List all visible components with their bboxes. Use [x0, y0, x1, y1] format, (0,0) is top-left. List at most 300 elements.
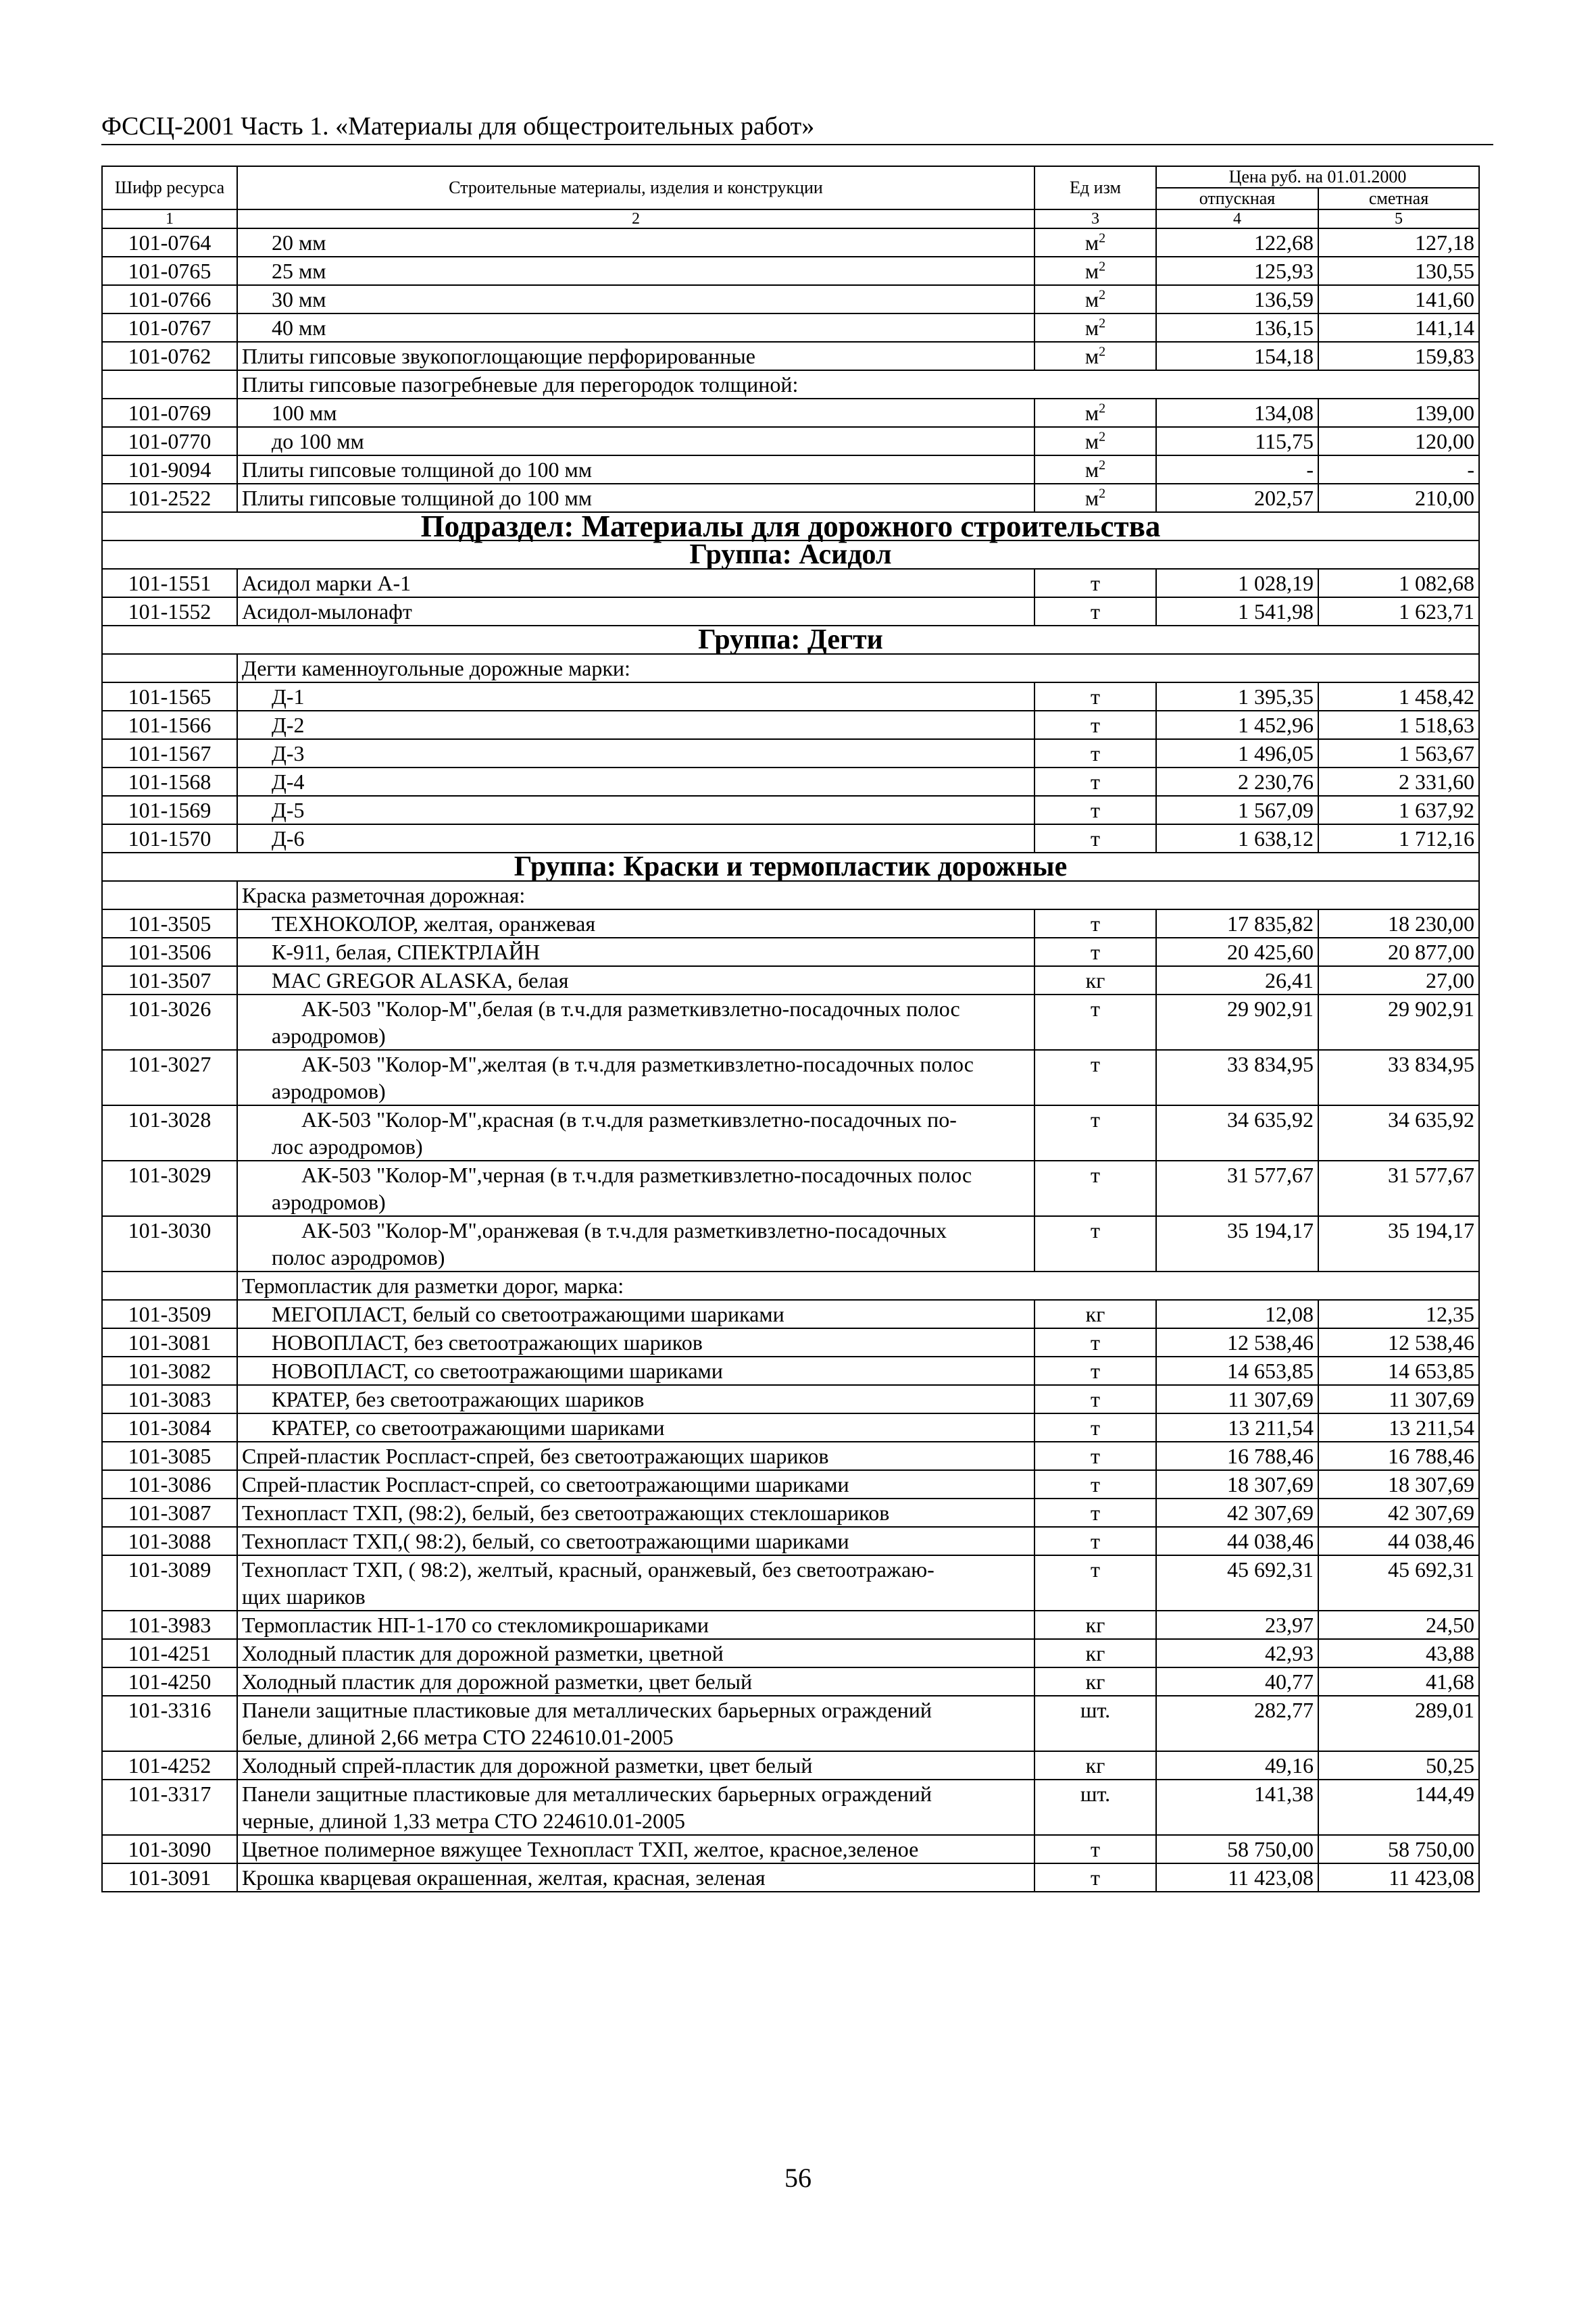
release-price: 282,77: [1156, 1696, 1318, 1751]
material-name-line2: аэродромов): [272, 1024, 386, 1048]
unit-cell: [1034, 484, 1156, 512]
unit-exponent: 2: [1099, 259, 1106, 274]
unit: м: [1084, 344, 1099, 368]
material-name-line1: НОВОПЛАСТ, без светоотражающих шариков: [272, 1330, 703, 1355]
material-name-line1: Д-5: [272, 798, 305, 822]
table-row: [102, 1751, 1479, 1780]
resource-code: 101-2522: [102, 484, 237, 512]
table-row: [102, 1216, 1479, 1272]
unit-cell: [1034, 399, 1156, 427]
material-name-line1: Холодный пластик для дорожной разметки, цвет белый: [242, 1669, 753, 1694]
unit: кг: [1085, 1641, 1105, 1665]
release-price: 122,68: [1156, 228, 1318, 257]
table-row: [102, 1328, 1479, 1357]
table-row: [102, 938, 1479, 966]
unit: м: [1084, 230, 1099, 255]
material-name-line1: Холодный спрей-пластик для дорожной разметки, цвет белый: [242, 1753, 813, 1778]
unit: т: [1091, 599, 1100, 624]
table-row: [102, 1385, 1479, 1413]
estimate-price: 31 577,67: [1318, 1161, 1479, 1216]
unit: т: [1091, 1501, 1100, 1525]
note-text: Термопластик для разметки дорог, марка:: [237, 1272, 1479, 1300]
idx-5: 5: [1318, 209, 1479, 228]
release-price: 17 835,82: [1156, 909, 1318, 938]
unit: т: [1091, 1865, 1100, 1890]
unit-cell: [1034, 1442, 1156, 1470]
release-price: 29 902,91: [1156, 995, 1318, 1050]
table-row: [102, 569, 1479, 597]
resource-code: 101-3091: [102, 1863, 237, 1892]
resource-code: 101-3087: [102, 1499, 237, 1527]
table-row: [102, 1050, 1479, 1105]
table-row: [102, 1499, 1479, 1527]
material-name-line1: Д-6: [272, 826, 305, 851]
table-row: [102, 597, 1479, 626]
unit-cell: [1034, 1639, 1156, 1667]
resource-code: 101-1567: [102, 739, 237, 768]
material-name-line1: MAC GREGOR ALASKA, белая: [272, 968, 569, 992]
material-name-line1: Асидол-мылонафт: [242, 599, 412, 624]
material-name-line1: АК-503 "Колор-М",черная (в т.ч.для разметкивзлетно-посадочных полос: [301, 1163, 972, 1187]
release-price: 23,97: [1156, 1611, 1318, 1639]
table-index-row: [102, 209, 1479, 228]
unit: м: [1084, 287, 1099, 311]
release-price: 14 653,85: [1156, 1357, 1318, 1385]
release-price: 134,08: [1156, 399, 1318, 427]
release-price: 26,41: [1156, 966, 1318, 995]
resource-code: 101-3086: [102, 1470, 237, 1499]
estimate-price: 14 653,85: [1318, 1357, 1479, 1385]
material-name-line1: Д-4: [272, 770, 305, 794]
release-price: 136,59: [1156, 285, 1318, 313]
resource-code: 101-3027: [102, 1050, 237, 1105]
unit-cell: [1034, 796, 1156, 824]
unit-exponent: 2: [1099, 316, 1106, 331]
estimate-price: 1 712,16: [1318, 824, 1479, 853]
estimate-price: 42 307,69: [1318, 1499, 1479, 1527]
unit-cell: [1034, 1216, 1156, 1272]
unit-cell: [1034, 1667, 1156, 1696]
material-name-line1: АК-503 "Колор-М",красная (в т.ч.для разметкивзлетно-посадочных по-: [301, 1107, 957, 1132]
release-price: 42,93: [1156, 1639, 1318, 1667]
unit: м: [1084, 457, 1099, 482]
unit: шт.: [1080, 1698, 1111, 1722]
material-name-line2: аэродромов): [272, 1190, 386, 1214]
unit: т: [1091, 1330, 1100, 1355]
unit: т: [1091, 1415, 1100, 1440]
material-name: [237, 427, 1034, 455]
material-name: [237, 938, 1034, 966]
material-name-line1: НОВОПЛАСТ, со светоотражающими шариками: [272, 1359, 723, 1383]
resource-code: 101-3509: [102, 1300, 237, 1328]
estimate-price: 11 307,69: [1318, 1385, 1479, 1413]
material-name: [237, 1413, 1034, 1442]
table-header-row: [102, 166, 1479, 188]
resource-code: 101-1551: [102, 569, 237, 597]
material-name: [237, 1780, 1034, 1835]
material-name: [237, 796, 1034, 824]
resource-code: 101-9094: [102, 455, 237, 484]
table-row: [102, 1696, 1479, 1751]
material-name-line1: 30 мм: [272, 287, 326, 311]
material-name: [237, 1751, 1034, 1780]
group-row: [102, 853, 1479, 881]
estimate-price: 18 230,00: [1318, 909, 1479, 938]
release-price: 202,57: [1156, 484, 1318, 512]
release-price: 16 788,46: [1156, 1442, 1318, 1470]
resource-code: 101-3030: [102, 1216, 237, 1272]
estimate-price: 43,88: [1318, 1639, 1479, 1667]
unit-cell: [1034, 1780, 1156, 1835]
release-price: 115,75: [1156, 427, 1318, 455]
table-row: [102, 399, 1479, 427]
estimate-price: 45 692,31: [1318, 1555, 1479, 1611]
resource-code: 101-3082: [102, 1357, 237, 1385]
release-price: 58 750,00: [1156, 1835, 1318, 1863]
unit: кг: [1085, 1302, 1105, 1326]
estimate-price: 11 423,08: [1318, 1863, 1479, 1892]
unit: т: [1091, 1529, 1100, 1553]
material-name-line1: АК-503 "Колор-М",оранжевая (в т.ч.для разметкивзлетно-посадочных: [301, 1218, 947, 1242]
material-name: [237, 995, 1034, 1050]
unit-exponent: 2: [1099, 429, 1106, 445]
unit: т: [1091, 1218, 1100, 1242]
note-text: Краска разметочная дорожная:: [237, 881, 1479, 909]
unit-exponent: 2: [1099, 457, 1106, 473]
unit: т: [1091, 1557, 1100, 1582]
material-name-line2: лос аэродромов): [272, 1134, 423, 1159]
unit: шт.: [1080, 1782, 1111, 1806]
release-price: 12 538,46: [1156, 1328, 1318, 1357]
estimate-price: 159,83: [1318, 342, 1479, 370]
unit-cell: [1034, 995, 1156, 1050]
unit-cell: [1034, 711, 1156, 739]
unit-exponent: 2: [1099, 230, 1106, 246]
header-release: отпускная: [1156, 188, 1318, 209]
unit: кг: [1085, 1613, 1105, 1637]
idx-4: 4: [1156, 209, 1318, 228]
material-name-line1: КРАТЕР, без светоотражающих шариков: [272, 1387, 645, 1411]
material-name-line1: Д-2: [272, 713, 305, 737]
resource-code: 101-4252: [102, 1751, 237, 1780]
resource-code: 101-0770: [102, 427, 237, 455]
resource-code: 101-3084: [102, 1413, 237, 1442]
unit-cell: [1034, 824, 1156, 853]
estimate-price: 58 750,00: [1318, 1835, 1479, 1863]
estimate-price: 34 635,92: [1318, 1105, 1479, 1161]
table-row: [102, 909, 1479, 938]
table-row: [102, 1611, 1479, 1639]
estimate-price: 1 518,63: [1318, 711, 1479, 739]
estimate-price: 139,00: [1318, 399, 1479, 427]
release-price: 31 577,67: [1156, 1161, 1318, 1216]
unit-cell: [1034, 1751, 1156, 1780]
group-row: [102, 540, 1479, 569]
unit: т: [1091, 1837, 1100, 1861]
table-row: [102, 966, 1479, 995]
material-name: [237, 1385, 1034, 1413]
estimate-price: 29 902,91: [1318, 995, 1479, 1050]
table-row: [102, 995, 1479, 1050]
unit-cell: [1034, 597, 1156, 626]
unit-cell: [1034, 682, 1156, 711]
estimate-price: 33 834,95: [1318, 1050, 1479, 1105]
resource-code: 101-3081: [102, 1328, 237, 1357]
release-price: 141,38: [1156, 1780, 1318, 1835]
release-price: 136,15: [1156, 313, 1318, 342]
table-row: [102, 285, 1479, 313]
note-row: [102, 1272, 1479, 1300]
material-name-line1: Спрей-пластик Роспласт-спрей, без светоотражающих шариков: [242, 1444, 829, 1468]
unit: т: [1091, 940, 1100, 964]
unit-cell: [1034, 1050, 1156, 1105]
release-price: 1 496,05: [1156, 739, 1318, 768]
release-price: 49,16: [1156, 1751, 1318, 1780]
subsection-row: [102, 512, 1479, 540]
unit: т: [1091, 1444, 1100, 1468]
resource-code: 101-0767: [102, 313, 237, 342]
material-name-line2: полос аэродромов): [272, 1245, 445, 1269]
material-name-line1: МЕГОПЛАСТ, белый со светоотражающими шариками: [272, 1302, 784, 1326]
material-name: [237, 1105, 1034, 1161]
unit-cell: [1034, 1385, 1156, 1413]
page-number: 56: [784, 2163, 812, 2193]
release-price: 34 635,92: [1156, 1105, 1318, 1161]
note-row: [102, 654, 1479, 682]
idx-2: 2: [237, 209, 1034, 228]
unit: т: [1091, 1387, 1100, 1411]
unit: т: [1091, 770, 1100, 794]
estimate-price: 20 877,00: [1318, 938, 1479, 966]
table-row: [102, 1300, 1479, 1328]
note-code-cell: [102, 370, 237, 399]
table-row: [102, 1161, 1479, 1216]
material-name: [237, 1499, 1034, 1527]
table-row: [102, 257, 1479, 285]
table-row: [102, 1863, 1479, 1892]
estimate-price: 130,55: [1318, 257, 1479, 285]
release-price: 1 541,98: [1156, 597, 1318, 626]
table-row: [102, 1555, 1479, 1611]
estimate-price: 1 637,92: [1318, 796, 1479, 824]
material-name-line1: 20 мм: [272, 230, 326, 255]
material-name: [237, 682, 1034, 711]
release-price: 13 211,54: [1156, 1413, 1318, 1442]
unit: м: [1084, 486, 1099, 510]
release-price: 1 638,12: [1156, 824, 1318, 853]
estimate-price: 1 458,42: [1318, 682, 1479, 711]
resource-code: 101-0769: [102, 399, 237, 427]
note-text: Плиты гипсовые пазогребневые для перегородок толщиной:: [237, 370, 1479, 399]
unit: м: [1084, 429, 1099, 453]
material-name-line1: Плиты гипсовые звукопоглощающие перфорированные: [242, 344, 755, 368]
material-name-line1: ТЕХНОКОЛОР, желтая, оранжевая: [272, 911, 596, 936]
material-name-line1: до 100 мм: [272, 429, 364, 453]
resource-code: 101-3316: [102, 1696, 237, 1751]
table-row: [102, 1780, 1479, 1835]
estimate-price: 2 331,60: [1318, 768, 1479, 796]
release-price: 1 028,19: [1156, 569, 1318, 597]
group-title: Группа: Краски и термопластик дорожные: [102, 853, 1479, 881]
note-row: [102, 370, 1479, 399]
resource-code: 101-1570: [102, 824, 237, 853]
material-name: [237, 1357, 1034, 1385]
release-price: -: [1156, 455, 1318, 484]
material-name-line2: белые, длиной 2,66 метра СТО 224610.01-2005: [242, 1725, 674, 1749]
resource-code: 101-4251: [102, 1639, 237, 1667]
unit-cell: [1034, 1499, 1156, 1527]
material-name-line2: аэродромов): [272, 1079, 386, 1103]
material-name: [237, 1527, 1034, 1555]
resource-code: 101-3507: [102, 966, 237, 995]
estimate-price: 1 623,71: [1318, 597, 1479, 626]
table-row: [102, 796, 1479, 824]
unit-cell: [1034, 1328, 1156, 1357]
material-name-line1: Крошка кварцевая окрашенная, желтая, красная, зеленая: [242, 1865, 766, 1890]
release-price: 35 194,17: [1156, 1216, 1318, 1272]
unit: м: [1084, 316, 1099, 340]
unit-cell: [1034, 342, 1156, 370]
estimate-price: 120,00: [1318, 427, 1479, 455]
resource-code: 101-1569: [102, 796, 237, 824]
estimate-price: 141,14: [1318, 313, 1479, 342]
unit-cell: [1034, 1835, 1156, 1863]
material-name-line1: АК-503 "Колор-М",желтая (в т.ч.для разметкивзлетно-посадочных полос: [301, 1052, 974, 1076]
material-name-line1: 100 мм: [272, 401, 337, 425]
material-name: [237, 1050, 1034, 1105]
table-row: [102, 768, 1479, 796]
material-name: [237, 1667, 1034, 1696]
release-price: 1 567,09: [1156, 796, 1318, 824]
table-row: [102, 1470, 1479, 1499]
unit-cell: [1034, 569, 1156, 597]
material-name-line2: щих шариков: [242, 1584, 366, 1609]
estimate-price: 50,25: [1318, 1751, 1479, 1780]
subsection-title: Подраздел: Материалы для дорожного строительства: [102, 512, 1479, 540]
material-name-line1: АК-503 "Колор-М",белая (в т.ч.для разметкивзлетно-посадочных полос: [301, 997, 960, 1021]
estimate-price: 144,49: [1318, 1780, 1479, 1835]
table-row: [102, 1835, 1479, 1863]
estimate-price: -: [1318, 455, 1479, 484]
release-price: 11 423,08: [1156, 1863, 1318, 1892]
resource-code: 101-3089: [102, 1555, 237, 1611]
estimate-price: 13 211,54: [1318, 1413, 1479, 1442]
material-name: [237, 257, 1034, 285]
material-name: [237, 824, 1034, 853]
idx-3: 3: [1034, 209, 1156, 228]
unit-exponent: 2: [1099, 486, 1106, 501]
release-price: 40,77: [1156, 1667, 1318, 1696]
material-name: [237, 768, 1034, 796]
resource-code: 101-0762: [102, 342, 237, 370]
table-row: [102, 1105, 1479, 1161]
unit: т: [1091, 741, 1100, 765]
material-name-line1: 40 мм: [272, 316, 326, 340]
unit-cell: [1034, 1527, 1156, 1555]
material-name: [237, 342, 1034, 370]
material-name: [237, 909, 1034, 938]
unit: м: [1084, 401, 1099, 425]
unit: т: [1091, 1359, 1100, 1383]
unit-cell: [1034, 313, 1156, 342]
material-name: [237, 455, 1034, 484]
release-price: 125,93: [1156, 257, 1318, 285]
unit-cell: [1034, 1555, 1156, 1611]
unit: т: [1091, 997, 1100, 1021]
unit-exponent: 2: [1099, 344, 1106, 359]
material-name-line1: Д-1: [272, 684, 305, 709]
release-price: 45 692,31: [1156, 1555, 1318, 1611]
group-title: Группа: Дегти: [102, 626, 1479, 654]
estimate-price: 141,60: [1318, 285, 1479, 313]
resource-code: 101-3090: [102, 1835, 237, 1863]
estimate-price: 16 788,46: [1318, 1442, 1479, 1470]
note-code-cell: [102, 881, 237, 909]
table-row: [102, 484, 1479, 512]
table-row: [102, 455, 1479, 484]
idx-1: 1: [102, 209, 237, 228]
material-name: [237, 966, 1034, 995]
resource-code: 101-1568: [102, 768, 237, 796]
material-name-line1: Спрей-пластик Роспласт-спрей, со светоотражающими шариками: [242, 1472, 849, 1496]
material-name: [237, 597, 1034, 626]
material-name-line1: Асидол марки А-1: [242, 571, 412, 595]
table-row: [102, 1442, 1479, 1470]
material-name: [237, 1470, 1034, 1499]
material-name: [237, 569, 1034, 597]
unit-cell: [1034, 285, 1156, 313]
unit-cell: [1034, 966, 1156, 995]
unit-cell: [1034, 455, 1156, 484]
note-row: [102, 881, 1479, 909]
unit-exponent: 2: [1099, 401, 1106, 416]
unit: т: [1091, 1472, 1100, 1496]
unit-cell: [1034, 1696, 1156, 1751]
group-row: [102, 626, 1479, 654]
unit-cell: [1034, 1413, 1156, 1442]
estimate-price: 1 082,68: [1318, 569, 1479, 597]
material-name: [237, 1161, 1034, 1216]
release-price: 20 425,60: [1156, 938, 1318, 966]
material-name: [237, 484, 1034, 512]
material-name: [237, 1328, 1034, 1357]
material-name-line1: Технопласт ТХП, ( 98:2), желтый, красный, оранжевый, без светоотражаю-: [242, 1557, 934, 1582]
unit: т: [1091, 1107, 1100, 1132]
material-name-line1: Цветное полимерное вяжущее Технопласт ТХП, желтое, красное,зеленое: [242, 1837, 919, 1861]
material-name: [237, 1442, 1034, 1470]
material-name: [237, 1696, 1034, 1751]
header-price: Цена руб. на 01.01.2000: [1156, 166, 1479, 188]
table-row: [102, 1667, 1479, 1696]
estimate-price: 289,01: [1318, 1696, 1479, 1751]
group-title: Группа: Асидол: [102, 540, 1479, 569]
unit-cell: [1034, 228, 1156, 257]
material-name: [237, 1300, 1034, 1328]
estimate-price: 35 194,17: [1318, 1216, 1479, 1272]
table-row: [102, 1527, 1479, 1555]
estimate-price: 12,35: [1318, 1300, 1479, 1328]
resource-code: 101-0764: [102, 228, 237, 257]
unit: т: [1091, 1052, 1100, 1076]
material-name: [237, 1863, 1034, 1892]
note-text: Дегти каменноугольные дорожные марки:: [237, 654, 1479, 682]
material-name-line1: Холодный пластик для дорожной разметки, цветной: [242, 1641, 724, 1665]
material-name: [237, 1639, 1034, 1667]
unit-cell: [1034, 768, 1156, 796]
material-name-line1: К-911, белая, СПЕКТРЛАЙН: [272, 940, 541, 964]
header-estimate: сметная: [1318, 188, 1479, 209]
unit-cell: [1034, 1105, 1156, 1161]
